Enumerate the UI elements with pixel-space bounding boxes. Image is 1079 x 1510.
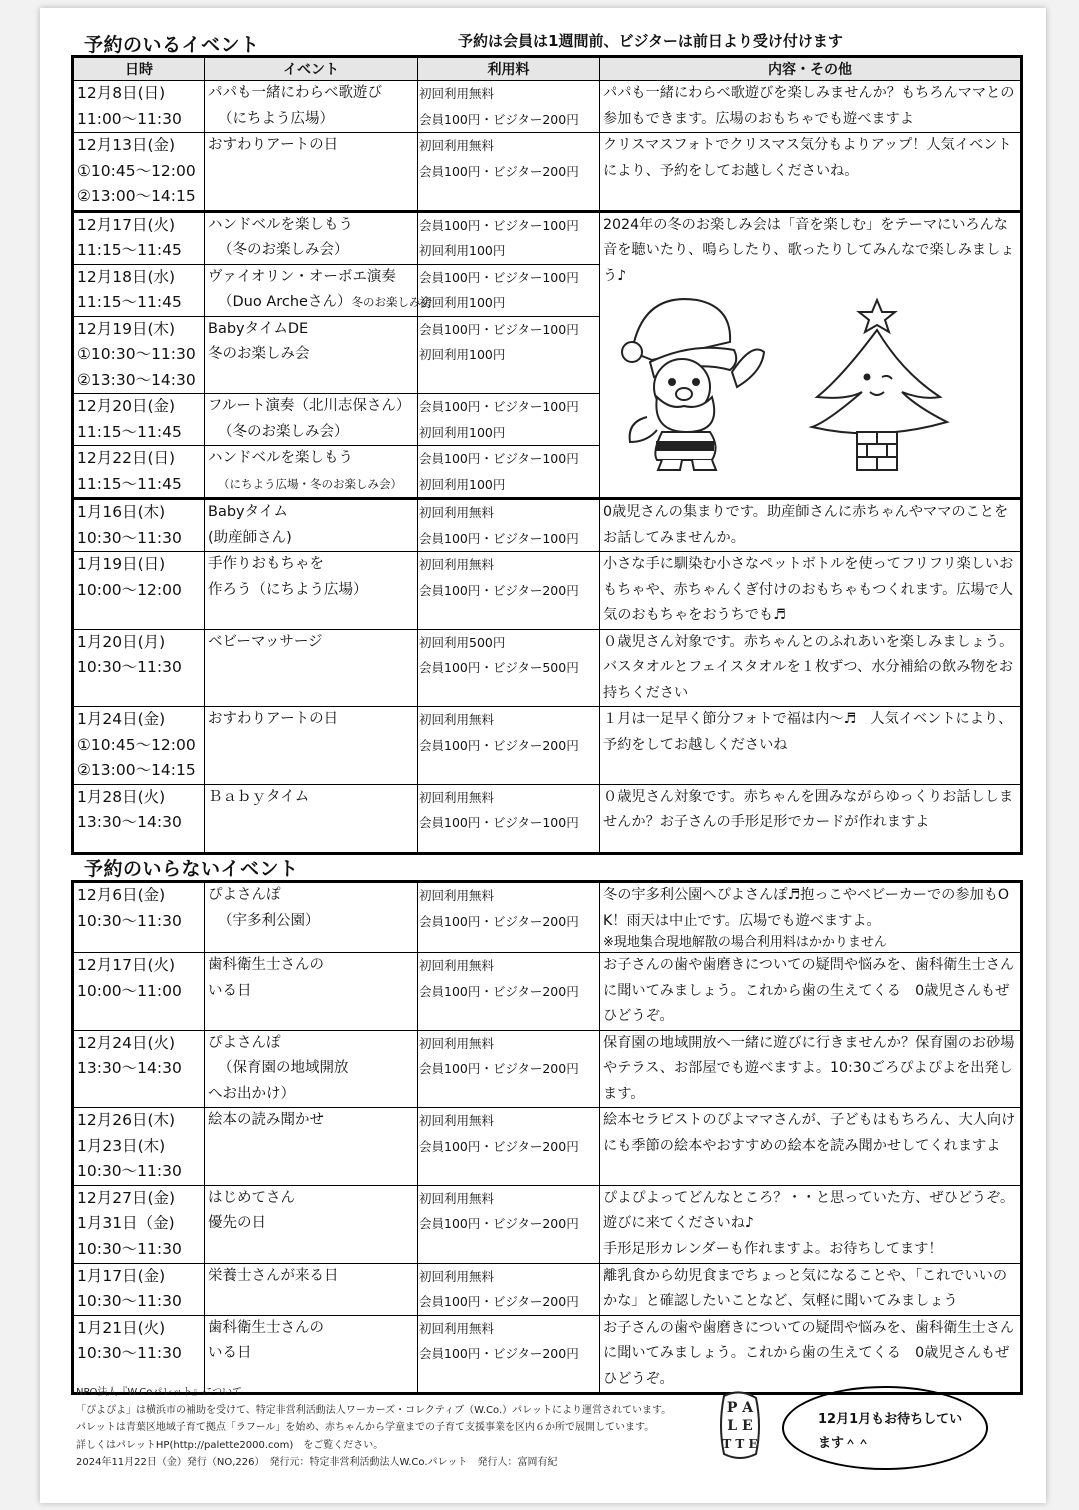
- date: 1月20日(月): [77, 632, 166, 651]
- event-name: 手作りおもちゃを: [208, 556, 324, 572]
- footer-line: 詳しくはパレットHP(http://palette2000.com) をご覧ください。: [76, 1439, 384, 1451]
- section-title-reserved: 予約のいるイベント: [84, 34, 260, 56]
- date: 1月24日(金): [77, 710, 166, 728]
- footer-line: NPO法人『W.Coパレット』について: [76, 1387, 243, 1398]
- time: ①10:45～12:00: [77, 735, 196, 754]
- fee-first: 初回利用無料: [419, 712, 495, 727]
- svg-text:T T E: T T E: [722, 1437, 758, 1451]
- footer-line: 2024年11月22日（金）発行（NO,226） 発行元：特定非営利活動法人W.Co.パレット 発行人：富岡有紀: [76, 1457, 558, 1468]
- fee-first: 初回利用無料: [419, 86, 495, 101]
- message-bubble: [782, 1386, 988, 1470]
- event-series: （にちよう広場・冬のお楽しみ会）: [218, 476, 402, 491]
- event-series: （冬のお楽しみ会）: [218, 423, 349, 440]
- time: 10:30～11:30: [77, 1344, 182, 1362]
- header-datetime: 日時: [73, 57, 205, 81]
- fee-member: 会員100円・ビジター100円: [419, 269, 579, 285]
- event-name: フルート演奏（北川志保さん）: [208, 398, 411, 414]
- time: 13:30～14:30: [77, 1059, 182, 1077]
- fee-member: 会員100円・ビジター200円: [419, 111, 579, 127]
- event-name: ハンドベルを楽しもう: [208, 216, 353, 233]
- date: 1月19日(日): [77, 555, 166, 573]
- table-row: [73, 1030, 1022, 1108]
- event-place: （冬のお楽しみ会）: [218, 242, 349, 258]
- fee-member: 会員100円・ビジター200円: [419, 1061, 579, 1076]
- time: ②13:00～14:15: [77, 761, 196, 779]
- event-name: ハンドベルを楽しもう: [208, 450, 353, 466]
- fee-first: 初回利用100円: [419, 476, 506, 492]
- time: 10:30～11:30: [77, 528, 182, 547]
- fee-member: 会員100円・ビジター200円: [419, 1138, 579, 1154]
- date-2: 1月31日（金): [77, 1214, 175, 1232]
- footer: [76, 1384, 671, 1472]
- table-row: [73, 953, 1022, 1031]
- date-2: 1月23日(木): [77, 1136, 166, 1155]
- winter-event-content: 2024年の冬のお楽しみ会は「音を楽しむ」をテーマにいろんな音を聴いたり、鳴らしたり、歌ったりしてみんなで楽しみましょう♪: [603, 216, 1015, 284]
- time: 10:00～12:00: [77, 580, 182, 599]
- time: 11:15～11:45: [77, 293, 182, 311]
- date: 12月26日(木): [77, 1111, 176, 1129]
- date: 12月17日(火): [77, 956, 176, 974]
- fee-member: 会員100円・ビジター500円: [419, 660, 579, 675]
- date: 12月18日(水): [77, 267, 176, 286]
- time: 11:00～11:30: [77, 109, 182, 128]
- fee-member: 会員100円・ビジター100円: [419, 217, 579, 233]
- table-row: [73, 707, 1022, 785]
- fee-first: 初回利用無料: [419, 789, 495, 805]
- event-name: おすわりアートの日: [208, 711, 339, 727]
- fee-member: 会員100円・ビジター200円: [419, 737, 579, 753]
- date: 1月28日(火): [77, 787, 166, 806]
- fee-member: 会員100円・ビジター200円: [419, 1216, 579, 1231]
- date: 12月17日(火): [77, 215, 176, 234]
- time: 10:30～11:30: [77, 1239, 182, 1258]
- event-name: 絵本の読み聞かせ: [208, 1112, 324, 1128]
- date: 12月19日(木): [77, 319, 176, 338]
- date: 12月8日(日): [77, 84, 166, 102]
- fee-member: 会員100円・ビジター200円: [419, 983, 579, 999]
- fee-first: 初回利用500円: [419, 634, 506, 650]
- fee-member: 会員100円・ビジター100円: [419, 530, 579, 546]
- time: ①10:45～12:00: [77, 161, 196, 180]
- santa-illustration: [622, 299, 764, 470]
- time: 10:30～11:30: [77, 911, 182, 930]
- event-name-2: 優先の日: [208, 1215, 266, 1231]
- event-content: クリスマスフォトでクリスマス気分もよりアップ！人気イベントにより、予約をしてお越しくださいね。: [603, 137, 1012, 179]
- time: 10:30～11:30: [77, 658, 182, 676]
- event-content: ０歳児さん対象です。赤ちゃんとのふれあいを楽しみましょう。バスタオルとフェイスタオルを１枚ずつ、水分補給の飲み物をお持ちください: [603, 633, 1014, 701]
- free-events-table: [71, 880, 1023, 1395]
- date: 12月22日(日): [77, 449, 176, 467]
- event-name: Babyタイム: [208, 504, 288, 520]
- reservation-notice: 予約は会員は1週間前、ビジターは前日より受け付けます: [458, 32, 843, 50]
- event-name: ぴよさんぽ: [208, 887, 281, 903]
- time: 11:15～11:45: [77, 422, 182, 441]
- event-place: （にちよう広場）: [218, 110, 334, 127]
- event-series: 冬のお楽しみ会: [208, 346, 310, 362]
- event-name: パパも一緒にわらべ歌遊び: [208, 85, 382, 101]
- event-content: 離乳食から幼児食までちょっと気になることや、「これでいいのかな」と確認したいことなど、気軽に聞いてみましょう: [603, 1267, 1008, 1309]
- fee-first: 初回利用無料: [419, 1035, 495, 1051]
- header-content: 内容・その他: [600, 57, 1022, 81]
- date: 1月16日(木): [77, 503, 166, 521]
- time: 10:00～11:00: [77, 981, 182, 1000]
- event-content: パパも一緒にわらべ歌遊びを楽しみませんか？もちろんママとの参加もできます。広場のおもちゃでも遊べますよ: [603, 85, 1015, 127]
- fee-first: 初回利用無料: [419, 1190, 495, 1206]
- table-row: [73, 1185, 1022, 1263]
- fee-first: 初回利用100円: [419, 243, 506, 258]
- footer-line: 「ぴよぴよ」は横浜市の補助を受けて、特定非営利活動法人ワーカーズ・コレクティブ（W.Co.）パレットにより運営されています。: [76, 1404, 672, 1416]
- event-content: ０歳児さん対象です。赤ちゃんを囲みながらゆっくりお話ししませんか？お子さんの手形足形でカードが作れますよ: [603, 788, 1014, 830]
- event-name: 歯科衛生士さんの: [208, 1319, 324, 1336]
- event-note: 手形足形カレンダーも作れますよ。お待ちしてます！: [603, 1240, 943, 1257]
- fee-member: 会員100円・ビジター100円: [419, 451, 579, 466]
- fee-first: 初回利用無料: [419, 138, 495, 153]
- event-note: ※現地集合現地解散の場合利用料はかかりません: [603, 935, 887, 950]
- date: 12月24日(火): [77, 1033, 176, 1052]
- event-place: (助産師さん): [208, 529, 292, 546]
- event-name: ヴァイオリン・オーボエ演奏: [208, 268, 396, 285]
- table-row: [73, 133, 1022, 212]
- fee-member: 会員100円・ビジター200円: [419, 163, 579, 179]
- fee-first: 初回利用無料: [419, 1113, 495, 1128]
- date: 12月6日(金): [77, 886, 166, 904]
- fee-first: 初回利用100円: [419, 295, 506, 310]
- event-name: Ｂａｂｙタイム: [208, 788, 310, 805]
- fee-first: 初回利用無料: [419, 505, 495, 520]
- time: 11:15～11:45: [77, 241, 182, 259]
- time: ①10:30～11:30: [77, 345, 196, 363]
- header-fee: 利用料: [418, 57, 600, 81]
- event-name: ぴよさんぽ: [208, 1034, 281, 1051]
- time: 10:30～11:30: [77, 1162, 182, 1180]
- event-series: 冬のお楽しみ会: [351, 295, 432, 309]
- event-name-2: いる日: [208, 982, 252, 999]
- table-row: [73, 882, 1022, 953]
- event-content: 0歳児さんの集まりです。助産師さんに赤ちゃんやママのことをお話してみませんか。: [603, 504, 1009, 546]
- event-name-2: 作ろう（にちよう広場）: [208, 581, 368, 598]
- event-place: （宇多利公園）: [218, 912, 320, 929]
- date: 12月20日(金): [77, 397, 176, 415]
- time: ②13:30～14:30: [77, 370, 196, 389]
- table-row: [73, 629, 1022, 707]
- event-place: （保育園の地域開放: [218, 1060, 349, 1076]
- date: 12月13日(金): [77, 136, 176, 154]
- fee-member: 会員100円・ビジター200円: [419, 1346, 579, 1361]
- event-content: お子さんの歯や歯磨きについての疑問や悩みを、歯科衛生士さんに聞いてみましょう。これから歯の生えてくる 0歳児さんもぜひどうぞ。: [603, 957, 1015, 1024]
- event-name: はじめてさん: [208, 1189, 295, 1206]
- table-row: [73, 552, 1022, 630]
- event-name: BabyタイムDE: [208, 320, 309, 337]
- palette-logo: [716, 1390, 764, 1462]
- table-row: [73, 1263, 1022, 1315]
- fee-first: 初回利用無料: [419, 958, 495, 973]
- fee-first: 初回利用100円: [419, 424, 506, 440]
- date: 1月17日(金): [77, 1266, 166, 1285]
- table-row: [73, 784, 1022, 853]
- winter-illustrations: [612, 282, 1012, 472]
- footer-line: パレットは青葉区地域子育て拠点「ラフール」を始め、赤ちゃんから学童までの子育て支援事業を区内６か所で展開しています。: [76, 1422, 655, 1433]
- event-place-2: へお出かけ）: [208, 1085, 295, 1102]
- event-name: 歯科衛生士さんの: [208, 957, 324, 973]
- fee-first: 初回利用無料: [419, 1320, 495, 1336]
- time: 10:30～11:30: [77, 1292, 182, 1310]
- event-performer: （Duo Archeさん）: [218, 294, 352, 310]
- header-event: イベント: [205, 57, 418, 81]
- event-name: ベビーマッサージ: [208, 633, 323, 650]
- fee-member: 会員100円・ビジター100円: [419, 815, 579, 830]
- table-header-row: [73, 57, 1022, 81]
- fee-member: 会員100円・ビジター100円: [419, 321, 579, 337]
- table-row: [73, 81, 1022, 133]
- fee-member: 会員100円・ビジター200円: [419, 1294, 579, 1309]
- event-content: 冬の宇多利公園へぴよさんぽ♬抱っこやベビーカーでの参加もOK！雨天は中止です。広場でも遊べますよ。: [603, 887, 1010, 929]
- section-title-free: 予約のいらないイベント: [84, 858, 299, 880]
- table-row: [73, 1315, 1022, 1394]
- event-content: 絵本セラピストのぴよママさんが、子どもはもちろん、大人向けにも季節の絵本やおすすめの絵本を読み聞かせしてくれますよ: [603, 1112, 1016, 1154]
- event-content: 保育園の地域開放へ一緒に遊びに行きませんか？保育園のお砂場やテラス、お部屋でも遊べますよ。10:30ごろぴよぴよを出発します。: [603, 1034, 1015, 1102]
- fee-first: 初回利用100円: [419, 347, 506, 362]
- svg-text:L E: L E: [727, 1418, 753, 1434]
- event-name: 栄養士さんが来る日: [208, 1267, 339, 1284]
- fee-first: 初回利用無料: [419, 557, 495, 572]
- table-row: [73, 1108, 1022, 1186]
- time: 11:15～11:45: [77, 474, 182, 493]
- christmas-tree-illustration: [812, 300, 947, 470]
- time: 13:30～14:30: [77, 813, 182, 831]
- event-name-2: いる日: [208, 1345, 252, 1361]
- event-name: おすわりアートの日: [208, 137, 339, 153]
- table-row: [73, 211, 1022, 264]
- bubble-text: 12月1月もお待ちしています＾＾: [818, 1412, 963, 1451]
- event-content: ぴよぴよってどんなところ？・・と思っていた方、ぜひどうぞ。遊びに来てくださいね♪: [603, 1189, 1015, 1231]
- fee-member: 会員100円・ビジター200円: [419, 913, 579, 929]
- fee-member: 会員100円・ビジター100円: [419, 399, 579, 414]
- fee-first: 初回利用無料: [419, 888, 495, 903]
- date: 12月27日(金): [77, 1188, 176, 1207]
- fee-member: 会員100円・ビジター200円: [419, 582, 579, 598]
- event-content: １月は一足早く節分フォトで福は内～♬ 人気イベントにより、予約をしてお越しくださいね: [603, 711, 1013, 753]
- svg-text:P A: P A: [726, 1400, 754, 1416]
- table-row: [73, 499, 1022, 552]
- fee-first: 初回利用無料: [419, 1268, 495, 1284]
- time: ②13:00～14:15: [77, 187, 196, 205]
- event-content: お子さんの歯や歯磨きについての疑問や悩みを、歯科衛生士さんに聞いてみましょう。これから歯の生えてくる 0歳児さんもぜひどうぞ。: [603, 1319, 1015, 1387]
- event-content: 小さな手に馴染む小さなペットボトルを使ってフリフリ楽しいおもちゃや、赤ちゃんくぎ付けのおもちゃもつくれます。広場で人気のおもちゃをおうちでも♬: [603, 556, 1014, 623]
- date: 1月21日(火): [77, 1318, 166, 1337]
